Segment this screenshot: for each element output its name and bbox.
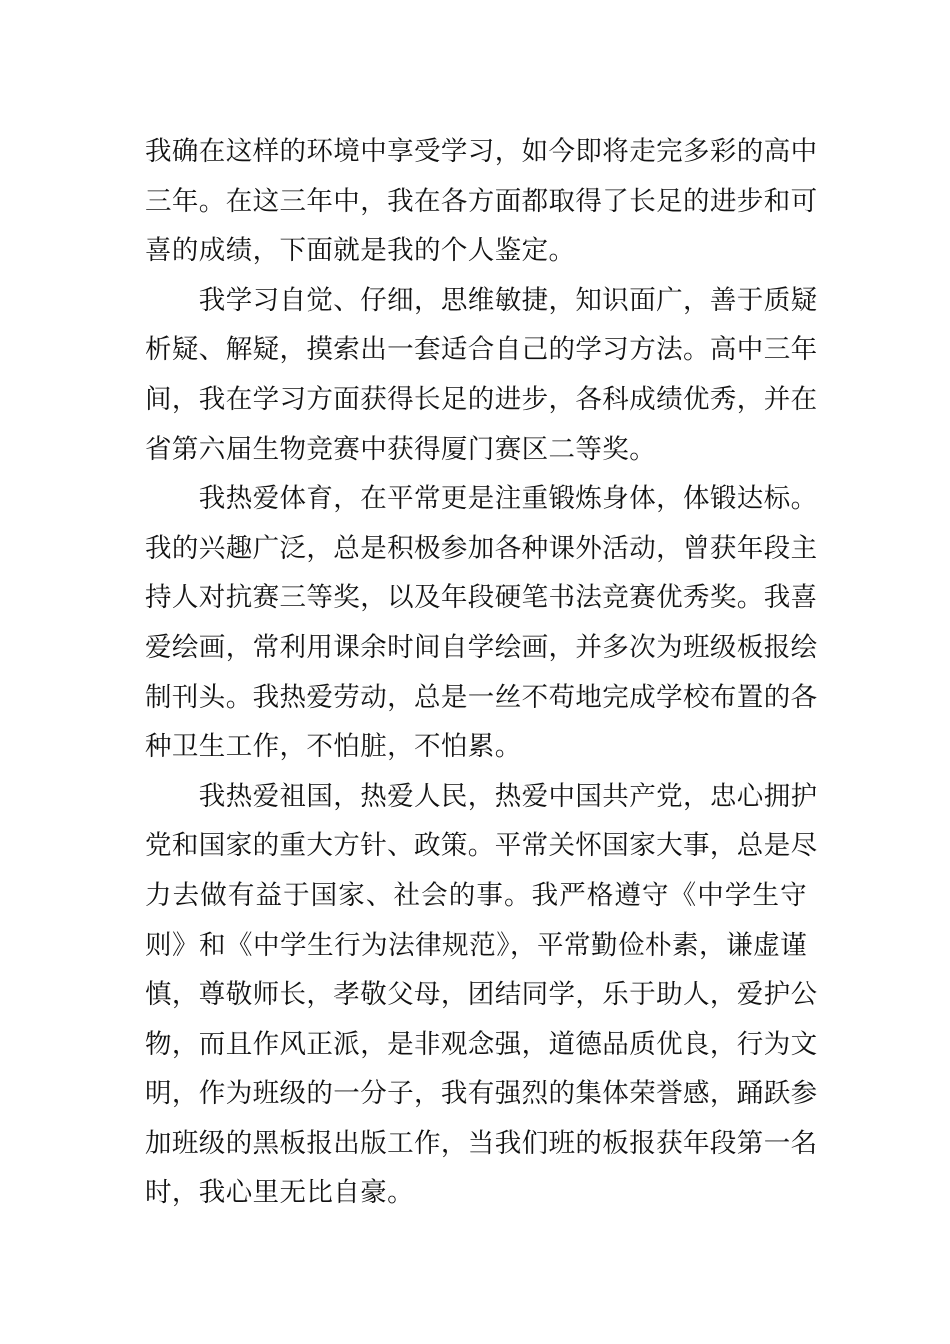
paragraph-4 [145,772,818,1218]
text-line: 喜的成绩，下面就是我的个人鉴定。 [145,235,576,267]
text-line: 我热爱祖国，热爱人民，热爱中国共产党，忠心拥护 [145,780,818,812]
text-line: 析疑、解疑，摸索出一套适合自己的学习方法。高中三年 [145,334,818,366]
paragraph-3 [145,474,818,772]
document-body [145,127,818,1218]
text-line: 明，作为班级的一分子，我有强烈的集体荣誉感，踊跃参 [145,1078,818,1110]
paragraph-2 [145,276,818,474]
text-line: 党和国家的重大方针、政策。平常关怀国家大事，总是尽 [145,830,818,862]
text-line: 我热爱体育，在平常更是注重锻炼身体，体锻达标。 [145,483,818,515]
text-line: 物，而且作风正派，是非观念强，道德品质优良，行为文 [145,1028,818,1060]
text-line: 我确在这样的环境中享受学习，如今即将走完多彩的高中 [145,136,818,167]
text-line: 省第六届生物竞赛中获得厦门赛区二等奖。 [145,433,657,465]
text-line: 种卫生工作，不怕脏，不怕累。 [145,731,522,763]
text-line: 力去做有益于国家、社会的事。我严格遵守《中学生守 [145,879,807,911]
text-line: 慎，尊敬师长，孝敬父母，团结同学，乐于助人，爱护公 [145,979,818,1011]
text-line: 三年。在这三年中，我在各方面都取得了长足的进步和可 [145,185,818,217]
paragraph-1 [145,127,818,276]
text-line: 持人对抗赛三等奖，以及年段硬笔书法竞赛优秀奖。我喜 [145,582,818,614]
text-line: 则》和《中学生行为法律规范》，平常勤俭朴素，谦虚谨 [145,929,807,961]
text-line: 间，我在学习方面获得长足的进步，各科成绩优秀，并在 [145,383,818,415]
text-line: 制刊头。我热爱劳动，总是一丝不苟地完成学校布置的各 [145,681,818,713]
text-line: 加班级的黑板报出版工作，当我们班的板报获年段第一名 [145,1127,818,1159]
text-line: 时，我心里无比自豪。 [145,1177,414,1209]
text-line: 爱绘画，常利用课余时间自学绘画，并多次为班级板报绘 [145,631,818,663]
text-line: 我的兴趣广泛，总是积极参加各种课外活动，曾获年段主 [145,532,818,564]
text-line: 我学习自觉、仔细，思维敏捷，知识面广，善于质疑 [145,284,818,316]
